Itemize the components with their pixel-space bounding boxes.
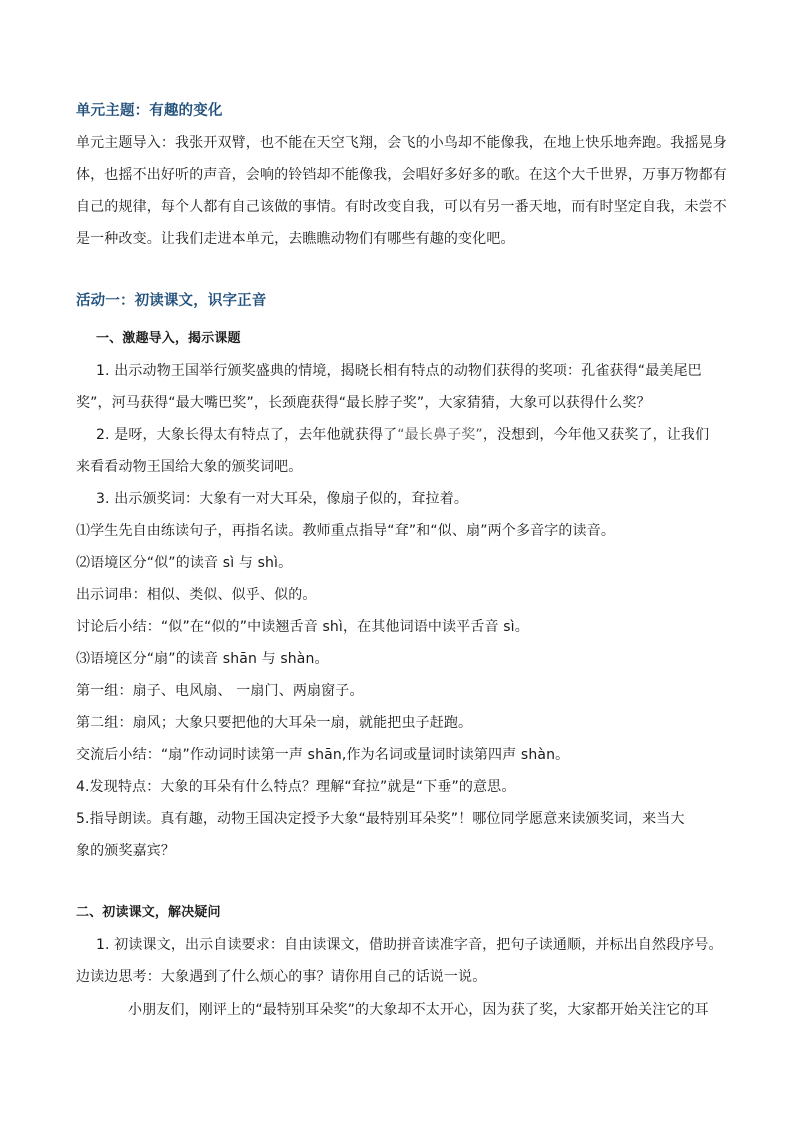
para-line: 小朋友们，刚评上的“最特别耳朵奖”的大象却不太开心，因为获了奖，大家都开始关注它的耳	[128, 1002, 709, 1018]
section-title-1: 一、激趣导入，揭示课题	[96, 331, 241, 346]
para-line: 讨论后小结：“似”在“似的”中读翘舌音 shì，在其他词语中读平舌音 sì。	[76, 619, 529, 635]
unit-title: 单元主题：有趣的变化	[76, 103, 223, 119]
para-line: 交流后小结：“扇”作动词时读第一声 shān,作为名词或量词时读第四声 shàn。	[76, 747, 570, 763]
para-line: 来看看动物王国给大象的颁奖词吧。	[76, 459, 303, 475]
para-line: 第二组：扇风；大象只要把他的大耳朵一扇，就能把虫子赶跑。	[76, 715, 473, 731]
para-line: 4.发现特点：大象的耳朵有什么特点？理解“耷拉”就是“下垂”的意思。	[76, 779, 516, 795]
para-line	[96, 425, 709, 445]
intro-line-2: 体，也摇不出好听的声音，会响的铃铛却不能像我，会唱好多好多的歌。在这个大千世界，万事万物都有	[76, 167, 727, 183]
para-line: 1. 初读课文，出示自读要求：自由读课文，借助拼音读准字音，把句子读通顺，并标出自然段序号。	[96, 937, 723, 953]
section-title-2: 二、初读课文，解决疑问	[76, 905, 221, 920]
para-text: ，没想到，今年他又获奖了，让我们	[482, 427, 710, 443]
para-line: 象的颁奖嘉宾？	[76, 843, 176, 859]
para-text: 2. 是呀，大象长得太有特点了，去年他就获得了	[96, 427, 398, 443]
intro-line-4: 是一种改变。让我们走进本单元，去瞧瞧动物们有哪些有趣的变化吧。	[76, 231, 515, 247]
para-line: 第一组：扇子、电风扇、 一扇门、两扇窗子。	[76, 683, 364, 699]
para-line: ⑵语境区分“似”的读音 sì 与 shì。	[76, 555, 293, 571]
para-line: 5.指导朗读。真有趣，动物王国决定授予大象“最特别耳朵奖”！哪位同学愿意来读颁奖词，来当大	[76, 811, 685, 827]
quoted-award: “最长鼻子奖”	[397, 427, 483, 443]
para-line: 3. 出示颁奖词：大象有一对大耳朵，像扇子似的，耷拉着。	[96, 491, 469, 507]
para-line: 奖”，河马获得“最大嘴巴奖”，长颈鹿获得“最长脖子奖”，大家猜猜，大象可以获得什么奖？	[76, 395, 651, 411]
para-line: 出示词串：相似、类似、似乎、似的。	[76, 587, 317, 603]
intro-line-1: 单元主题导入：我张开双臂，也不能在天空飞翔，会飞的小鸟却不能像我，在地上快乐地奔跑。我摇晃身	[76, 135, 727, 151]
intro-line-3: 自己的规律，每个人都有自己该做的事情。有时改变自我，可以有另一番天地，而有时坚定自我，未尝不	[76, 199, 727, 215]
para-line: ⑴学生先自由练读句子，再指名读。教师重点指导“耷”和“似、扇”两个多音字的读音。	[76, 523, 616, 539]
para-line: 边读边思考：大象遇到了什么烦心的事？请你用自己的话说一说。	[76, 969, 487, 985]
activity-title: 活动一：初读课文，识字正音	[76, 293, 267, 309]
para-line: 1. 出示动物王国举行颁奖盛典的情境，揭晓长相有特点的动物们获得的奖项：孔雀获得“最美尾巴	[96, 363, 702, 379]
para-line: ⑶语境区分“扇”的读音 shān 与 shàn。	[76, 651, 329, 667]
